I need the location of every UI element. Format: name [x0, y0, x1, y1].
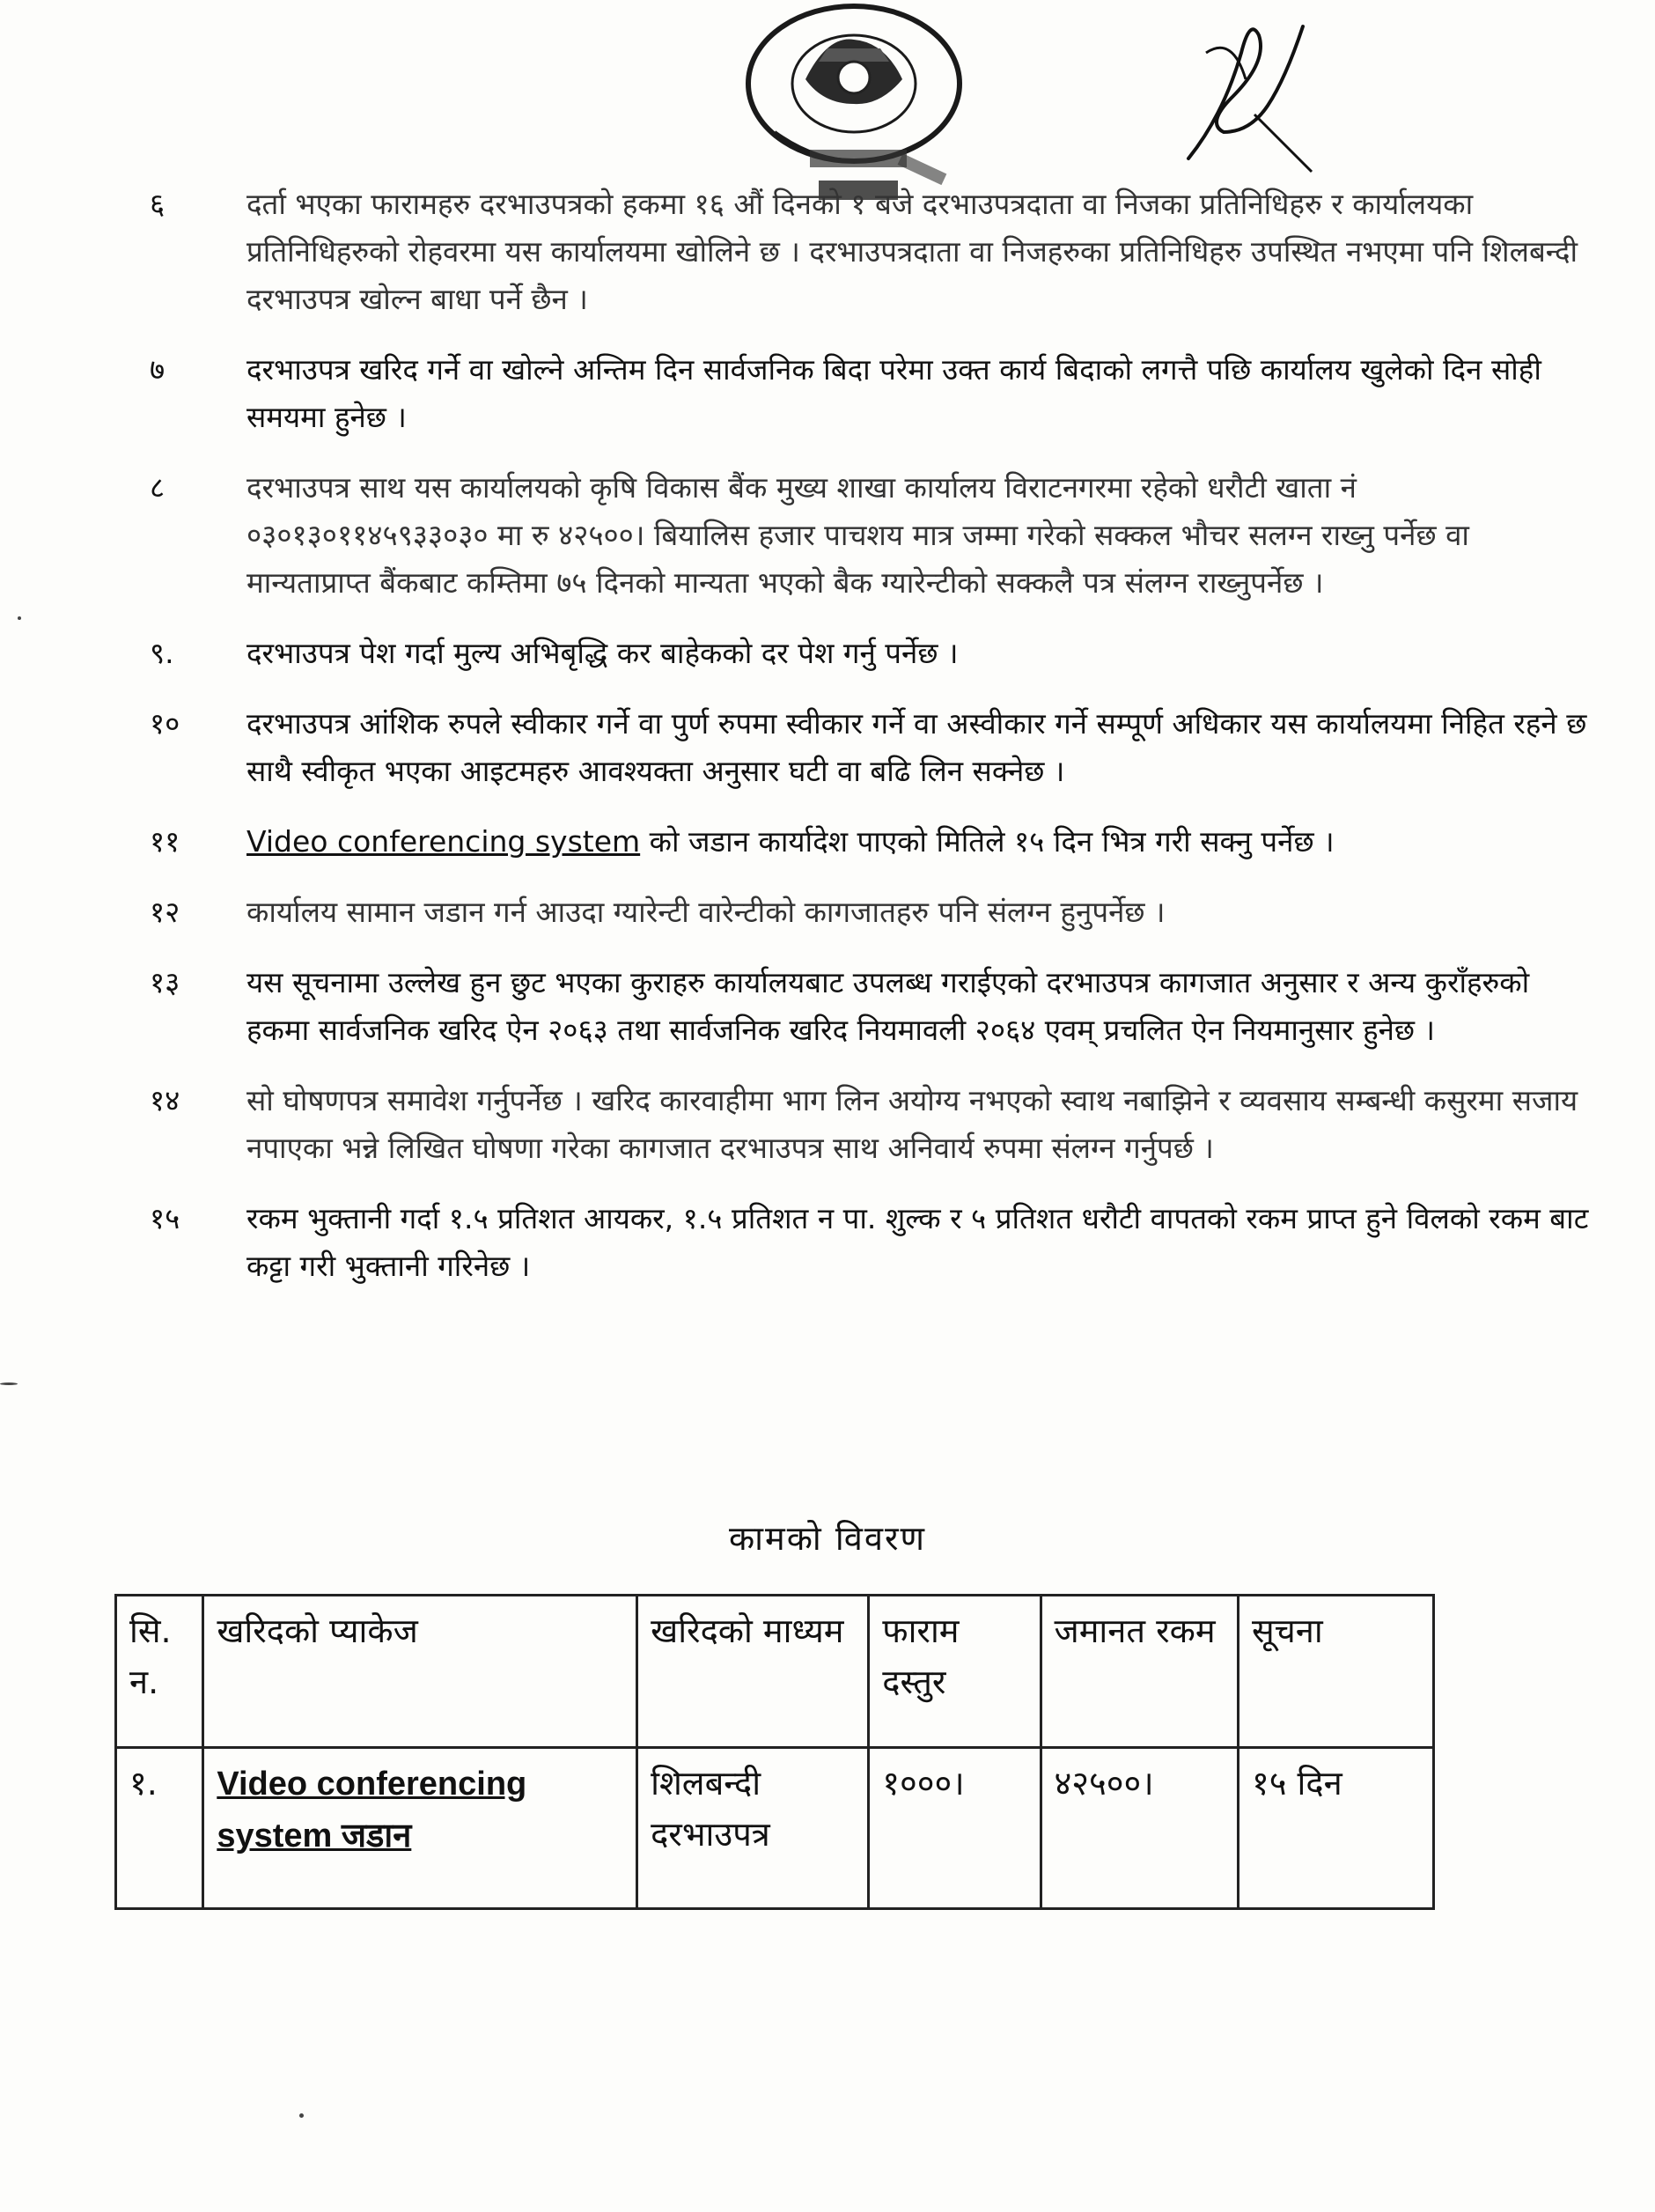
package-name: Video conferencing system जडान — [217, 1766, 527, 1854]
cell-method: शिलबन्दी दरभाउपत्र — [637, 1748, 869, 1909]
clause-text: सो घोषणपत्र समावेश गर्नुपर्नेछ । खरिद कारवाहीमा भाग लिन अयोग्य नभएको स्वाथ नबाझिने र व्यवसाय सम्बन्धी कसुरमा सजाय नपाएका भन्ने लिखित घोषणा गरेका कागजात दरभाउपत्र साथ अनिवार्य रुपमा संलग्न गर्नुपर्छ । — [246, 1083, 1578, 1165]
clause-text — [246, 818, 1593, 866]
clause-12 — [150, 888, 1593, 936]
clause-number: १२ — [150, 895, 180, 929]
signature — [1171, 0, 1320, 176]
header-notice: सूचना — [1238, 1596, 1433, 1748]
clause-9 — [150, 630, 1593, 677]
clause-number: १५ — [150, 1201, 180, 1235]
scan-speck — [299, 2113, 304, 2118]
clause-text: दरभाउपत्र साथ यस कार्यालयको कृषि विकास बैंक मुख्य शाखा कार्यालय विराटनगरमा रहेको धरौटी खाता नं ०३०१३०११४५९३३०३० मा रु ४२५००। बियालिस हजार पाचशय मात्र जम्मा गरेको सक्कल भौचर सलग्न राख्नु पर्नेछ वा मान्यताप्राप्त बैंकबाट कम्तिमा ७५ दिनको मान्यता भएको बैक ग्यारेन्टीको सक्कलै पत्र संलग्न राख्नुपर्नेछ । — [246, 470, 1469, 600]
clause-15 — [150, 1195, 1593, 1290]
clause-8 — [150, 464, 1593, 607]
clause-text: दर्ता भएका फारामहरु दरभाउपत्रको हकमा १६ औं दिनको १ बजे दरभाउपत्रदाता वा निजका प्रतिनिधिहरु र कार्यालयका प्रतिनिधिहरुको रोहवरमा यस कार्यालयमा खोलिने छ । दरभाउपत्रदाता वा निजहरुका प्रतिनिधिहरु उपस्थित नभएमा पनि शिलबन्दी दरभाउपत्र खोल्न बाधा पर्ने छैन । — [246, 187, 1578, 316]
scan-speck — [0, 1382, 18, 1385]
cell-package — [203, 1748, 637, 1909]
cell-deposit: ४२५००। — [1041, 1748, 1238, 1909]
clause-number: ९. — [150, 636, 174, 670]
work-details-table — [114, 1594, 1435, 1910]
clause-13 — [150, 959, 1593, 1054]
header-package: खरिदको प्याकेज — [203, 1596, 637, 1748]
table-header-row — [116, 1596, 1434, 1748]
header-fee: फाराम दस्तुर — [869, 1596, 1041, 1748]
clause-text: रकम भुक्तानी गर्दा १.५ प्रतिशत आयकर, १.५ प्रतिशत न पा. शुल्क र ५ प्रतिशत धरौटी वापतको रकम प्राप्त हुने विलको रकम बाट कट्टा गरी भुक्तानी गरिनेछ । — [246, 1201, 1589, 1283]
clause-text: यस सूचनामा उल्लेख हुन छुट भएका कुराहरु कार्यालयबाट उपलब्ध गराईएको दरभाउपत्र कागजात अनुसार र अन्य कुराँहरुको हकमा सार्वजनिक खरिद ऐन २०६३ तथा सार्वजनिक खरिद नियमावली २०६४ एवम् प्रचलित ऐन नियमानुसार हुनेछ । — [246, 965, 1530, 1047]
header-method: खरिदको माध्यम — [637, 1596, 869, 1748]
clause-text: दरभाउपत्र खरिद गर्ने वा खोल्ने अन्तिम दिन सार्वजनिक बिदा परेमा उक्त कार्य बिदाको लगत्तै पछि कार्यालय खुलेको दिन सोही समयमा हुनेछ । — [246, 352, 1541, 434]
cell-notice: १५ दिन — [1238, 1748, 1433, 1909]
clause-text: कार्यालय सामान जडान गर्न आउदा ग्यारेन्टी वारेन्टीको कागजातहरु पनि संलग्न हुनुपर्नेछ । — [246, 895, 1166, 929]
clause-14 — [150, 1077, 1593, 1172]
clause-11 — [150, 818, 1593, 866]
header-deposit: जमानत रकम — [1041, 1596, 1238, 1748]
clause-prefix: Video conferencing system — [246, 824, 641, 859]
clause-number: ११ — [150, 824, 180, 859]
clause-number: १३ — [150, 965, 180, 999]
cell-fee: १०००। — [869, 1748, 1041, 1909]
header-sn: सि. न. — [116, 1596, 203, 1748]
table-row — [116, 1748, 1434, 1909]
clause-body: को जडान कार्यादेश पाएको मितिले १५ दिन भित्र गरी सक्नु पर्नेछ । — [640, 824, 1335, 859]
clause-10 — [150, 700, 1593, 795]
clause-7 — [150, 346, 1593, 441]
clause-number: ८ — [150, 470, 166, 505]
clause-number: १० — [150, 706, 180, 741]
clause-number: ६ — [150, 187, 166, 221]
clause-text: दरभाउपत्र आंशिक रुपले स्वीकार गर्ने वा पुर्ण रुपमा स्वीकार गर्ने वा अस्वीकार गर्ने सम्पूर्ण अधिकार यस कार्यालयमा निहित रहने छ साथै स्वीकृत भएका आइटमहरु आवश्यक्ता अनुसार घटी वा बढि लिन सक्नेछ । — [246, 706, 1587, 788]
table-title: कामको विवरण — [729, 1519, 926, 1558]
scan-speck — [18, 616, 21, 620]
clause-6 — [150, 181, 1593, 323]
cell-sn: १. — [116, 1748, 203, 1909]
clause-number: ७ — [150, 352, 166, 387]
clause-text: दरभाउपत्र पेश गर्दा मुल्य अभिबृद्धि कर बाहेकको दर पेश गर्नु पर्नेछ । — [246, 636, 959, 670]
clauses-list — [150, 181, 1593, 1313]
clause-number: १४ — [150, 1083, 180, 1117]
